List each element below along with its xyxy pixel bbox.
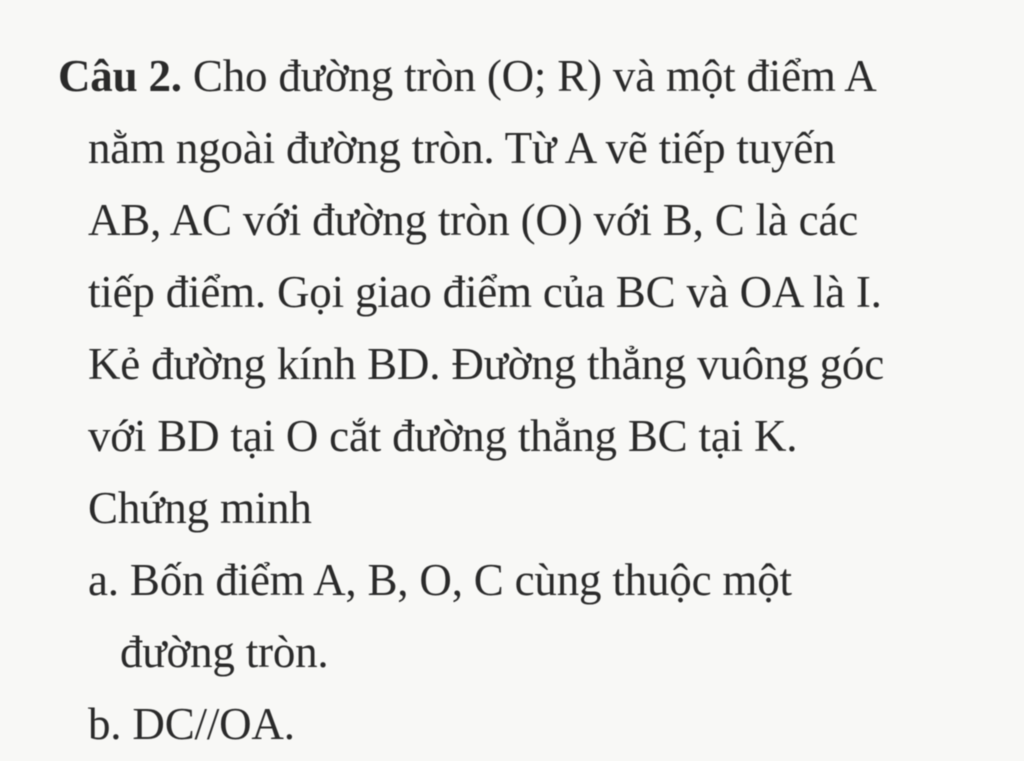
- part-b: b. DC//OA.: [88, 699, 295, 749]
- part-a-line-2: đường tròn.: [120, 627, 329, 677]
- prove-heading: Chứng minh: [88, 483, 312, 533]
- question-text-line-6: với BD tại O cắt đường thẳng BC tại K.: [88, 411, 798, 461]
- question-text-line-1: Cho đường tròn (O; R) và một điểm A: [181, 51, 877, 101]
- question-label: Câu 2.: [58, 51, 182, 101]
- question-text-line-4: tiếp điểm. Gọi giao điểm của BC và OA là I.: [88, 267, 882, 317]
- question-text-line-3: AB, AC với đường tròn (O) với B, C là các: [88, 195, 859, 245]
- question-first-line: [58, 46, 877, 106]
- part-a-line-1: a. Bốn điểm A, B, O, C cùng thuộc một: [88, 555, 792, 605]
- question-text-line-5: Kẻ đường kính BD. Đường thẳng vuông góc: [88, 339, 885, 389]
- question-text-line-2: nằm ngoài đường tròn. Từ A vẽ tiếp tuyến: [88, 123, 836, 173]
